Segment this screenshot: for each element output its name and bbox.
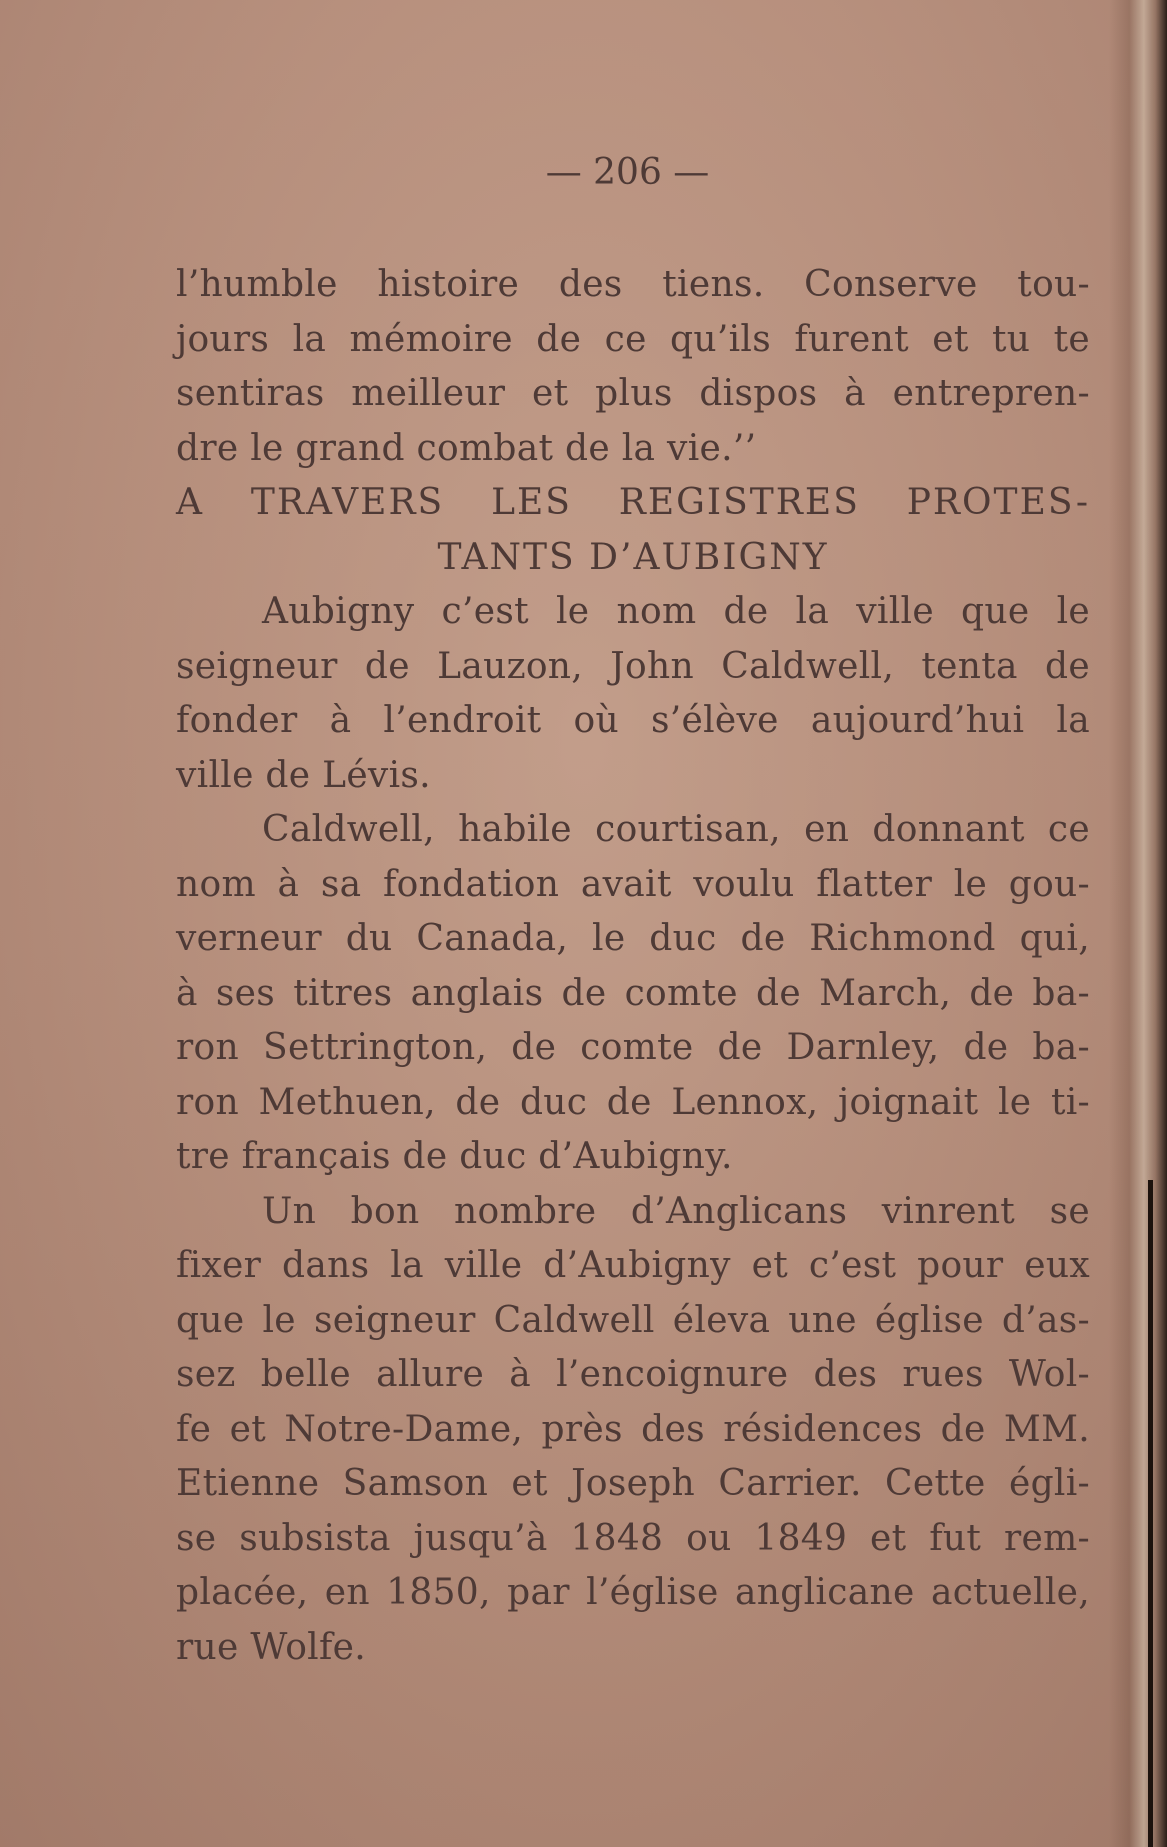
- text-line: Aubigny c’est le nom de la ville que le: [262, 591, 1090, 632]
- text-line: fixer dans la ville d’Aubigny et c’est pour eux: [176, 1245, 1090, 1286]
- text-line: placée, en 1850, par l’église anglicane actuelle,: [176, 1572, 1090, 1613]
- text-line: se subsista jusqu’à 1848 ou 1849 et fut rem-: [176, 1517, 1090, 1559]
- text-line: fe et Notre-Dame, près des résidences de MM.: [176, 1408, 1090, 1450]
- page-edge: [1109, 0, 1167, 1847]
- text-line: fonder à l’endroit où s’élève aujourd’hui la: [176, 700, 1090, 741]
- text-line: Etienne Samson et Joseph Carrier. Cette égli-: [176, 1463, 1090, 1504]
- page-number: — 206 —: [545, 152, 710, 193]
- text-line: verneur du Canada, le duc de Richmond qui,: [176, 918, 1090, 959]
- text-line: que le seigneur Caldwell éleva une église d’as-: [176, 1299, 1090, 1341]
- section-heading-line-2: TANTS D’AUBIGNY: [437, 536, 829, 578]
- section-heading-line-1: A TRAVERS LES REGISTRES PROTES-: [176, 482, 1090, 523]
- text-line: dre le grand combat de la vie.’’: [176, 427, 757, 469]
- text-line: ron Settrington, de comte de Darnley, de ba-: [176, 1027, 1090, 1068]
- text-line: à ses titres anglais de comte de March, de ba-: [176, 972, 1090, 1014]
- text-line: tre français de duc d’Aubigny.: [176, 1136, 733, 1177]
- text-line: seigneur de Lauzon, John Caldwell, tenta de: [176, 645, 1090, 687]
- binding-shadow: [1148, 1180, 1153, 1847]
- text-line: ron Methuen, de duc de Lennox, joignait le ti-: [176, 1081, 1090, 1123]
- body-text: [176, 258, 1090, 1675]
- text-line: Un bon nombre d’Anglicans vinrent se: [262, 1190, 1090, 1232]
- text-line: l’humble histoire des tiens. Conserve tou-: [176, 264, 1090, 305]
- text-line: ville de Lévis.: [176, 754, 431, 796]
- text-line: sez belle allure à l’encoignure des rues Wol-: [176, 1354, 1090, 1395]
- text-line: sentiras meilleur et plus dispos à entrepren-: [176, 373, 1090, 414]
- text-line: jours la mémoire de ce qu’ils furent et tu te: [176, 318, 1090, 360]
- text-line: Caldwell, habile courtisan, en donnant ce: [262, 809, 1090, 850]
- text-line: nom à sa fondation avait voulu flatter le gou-: [176, 863, 1090, 905]
- text-line: rue Wolfe.: [176, 1626, 366, 1668]
